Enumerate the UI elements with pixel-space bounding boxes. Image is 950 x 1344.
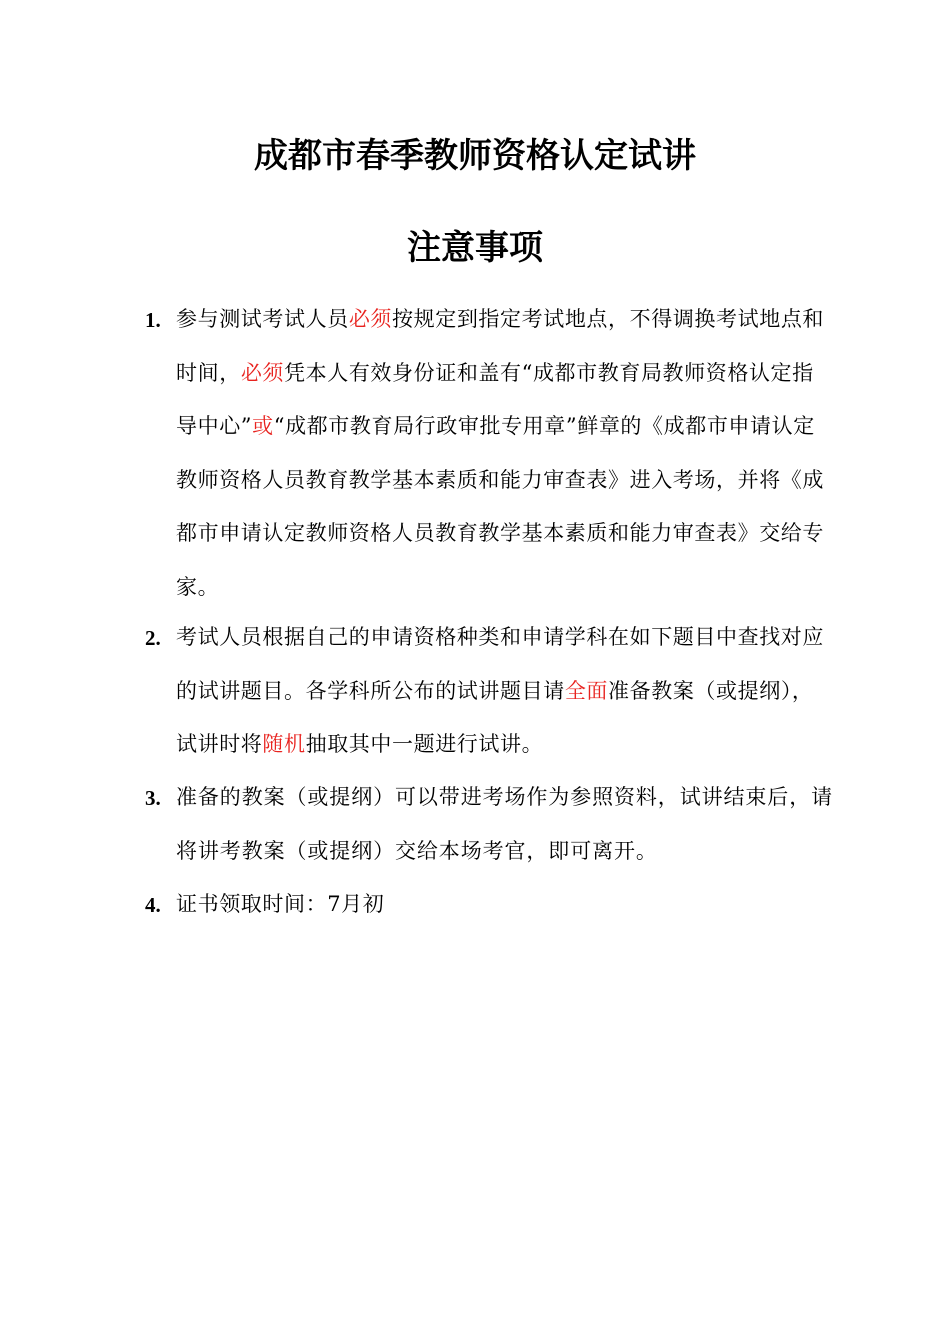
item-number: 1. [145,308,161,332]
notice-item-4 [145,878,835,932]
text-segment: 按规定到指定考试地点，不得调换考试地点和时间， [176,307,825,385]
emphasis-text: 随机 [262,732,306,756]
item-number: 4. [145,893,161,917]
notice-item-1 [145,293,835,614]
notice-item-3 [145,771,835,878]
item-text [176,611,835,772]
text-segment: 抽取其中一题进行试讲。 [305,732,544,756]
page-subtitle: 注意事项 [407,228,543,268]
text-segment: 参与测试考试人员 [176,307,349,331]
text-segment: 凭本人有效身份证和盖有“成都市教育局教师资格认定指导中心” [176,360,814,438]
item-number: 3. [145,786,161,810]
item-text [176,878,835,932]
text-segment: 考试人员根据自己的申请资格种类和申请学科在如下题目中查找对应的试讲题目。各学科所公布的试讲题目请 [176,625,824,703]
item-text [176,771,835,878]
text-segment: “成都市教育局行政审批专用章”鲜章的《成都市申请认定教师资格人员教育教学基本素质和能力审查表》进入考场，并将《成都市申请认定教师资格人员教育教学基本素质和能力审查表》交给专家。 [176,414,824,599]
item-text [176,293,835,614]
text-segment: 准备教案（或提纲），试讲时将 [176,678,814,756]
item-number: 2. [145,626,161,650]
text-segment: 证书领取时间：7月初 [176,892,385,916]
text-segment: 准备的教案（或提纲）可以带进考场作为参照资料，试讲结束后，请将讲考教案（或提纲）交给本场考官，即可离开。 [176,785,833,863]
notice-item-2 [145,611,835,772]
emphasis-text: 或 [252,414,274,438]
page-title: 成都市春季教师资格认定试讲 [254,136,696,176]
emphasis-text: 必须 [240,360,285,385]
emphasis-text: 全面 [564,678,609,703]
emphasis-text: 必须 [348,307,393,331]
